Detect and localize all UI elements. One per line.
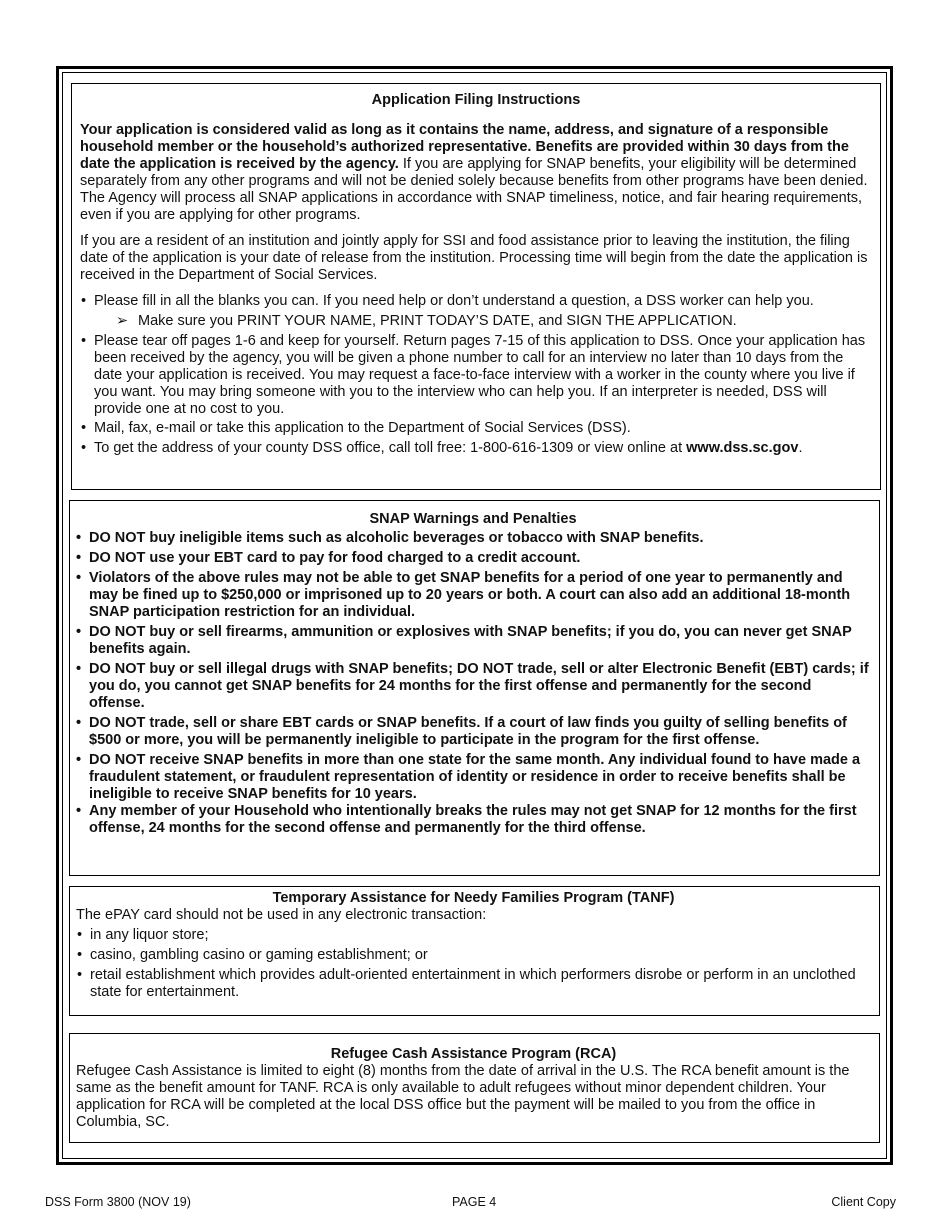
filing-title: Application Filing Instructions [371,92,581,108]
tanf-item: • casino, gambling casino or gaming establishment; or [76,947,871,964]
filing-para-1-bold: Your application is considered valid as long as it contains the name, address, and signature of a responsible household member or the household’s authorized representative. Benefits are provided within 30 days from the date the application is received by the agency. [80,122,849,172]
filing-sub-bullet: ➢ Make sure you PRINT YOUR NAME, PRINT TODAY’S DATE, and SIGN THE APPLICATION. [80,313,872,330]
filing-bullet-3: • Mail, fax, e-mail or take this application to the Department of Social Services (DSS). [80,420,872,437]
tanf-item: • retail establishment which provides adult-oriented entertainment in which performers disrobe or perform in an unclothed state for entertainment. [76,967,871,1001]
snap-item: • DO NOT use your EBT card to pay for food charged to a credit account. [75,550,871,567]
snap-item: • DO NOT buy or sell firearms, ammunition or explosives with SNAP benefits; if you do, you can never get SNAP benefits again. [75,624,871,658]
dss-website-link[interactable]: www.dss.sc.gov [686,440,799,456]
filing-bullet-2: • Please tear off pages 1-6 and keep for yourself. Return pages 7-15 of this application to DSS. Once your application has been received by the agency, you will be given a phone number to call for an interview no later than 10 days from the date your application is received. You may request a face-to-face interview with a worker in the county where you live if you want. You may bring someone with you to the interview who can help you. If an interpreter is needed, DSS will provide one at no cost to you. [80,333,872,418]
filing-instructions-section [71,83,881,490]
filing-bullet-4-text: To get the address of your county DSS office, call toll free: 1-800-616-1309 or view online at [94,440,687,456]
tanf-intro: The ePAY card should not be used in any electronic transaction: [76,907,487,923]
snap-item: • Violators of the above rules may not be able to get SNAP benefits for a period of one year to permanently and may be fined up to $250,000 or imprisoned up to 20 years or both. A court can also add an additional 18-month SNAP participation restriction for an individual. [75,570,871,621]
snap-item: • DO NOT buy ineligible items such as alcoholic beverages or tobacco with SNAP benefits. [75,530,871,547]
tanf-section [69,886,880,1016]
rca-section [69,1033,880,1143]
rca-text: Refugee Cash Assistance is limited to eight (8) months from the date of arrival in the U.S. The RCA benefit amount is the same as the benefit amount for TANF. RCA is only available to adult refugees without minor dependent children. Your application for RCA will be completed at the local DSS office but the payment will be mailed to you from the office in Columbia, SC. [76,1063,850,1130]
tanf-item: • in any liquor store; [76,927,871,944]
rca-title: Refugee Cash Assistance Program (RCA) [330,1046,617,1062]
filing-bullets [80,293,872,457]
filing-para-1-rest: If you are applying for SNAP benefits, your eligibility will be determined separately from any other programs and will not be denied solely because benefits from other programs have been denied. The Agency will process all SNAP applications in accordance with SNAP timeliness, notice, and fair hearing requirements, even if you are applying for other programs. [80,156,868,223]
snap-item: • DO NOT receive SNAP benefits in more than one state for the same month. Any individual found to have made a fraudulent statement, or fraudulent representation of identity or residence in order to receive benefits shall be ineligible to receive SNAP benefits for 10 years. [75,752,871,803]
snap-list [75,530,871,837]
snap-item: • Any member of your Household who intentionally breaks the rules may not get SNAP for 12 months for the first offense, 24 months for the second offense and permanently for the third offense. [75,803,871,837]
snap-title: SNAP Warnings and Penalties [369,511,577,527]
snap-item: • DO NOT trade, sell or share EBT cards or SNAP benefits. If a court of law finds you guilty of selling benefits of $500 or more, you will be permanently ineligible to participate in the program for the first offense. [75,715,871,749]
tanf-list [76,927,871,1001]
footer-copy-label: Client Copy [831,1195,896,1209]
footer-page-number: PAGE 4 [452,1195,497,1209]
filing-para-1 [80,122,872,224]
snap-warnings-section [69,500,880,876]
filing-bullet-4 [80,440,872,457]
footer-form-number: DSS Form 3800 (NOV 19) [45,1195,191,1209]
tanf-title: Temporary Assistance for Needy Families Program (TANF) [272,890,675,906]
snap-item: • DO NOT buy or sell illegal drugs with SNAP benefits; DO NOT trade, sell or alter Electronic Benefit (EBT) cards; if you do, you cannot get SNAP benefits for 24 months for the first offense and permanently for the second offense. [75,661,871,712]
filing-para-2: If you are a resident of an institution and jointly apply for SSI and food assistance prior to leaving the institution, the filing date of the application is your date of release from the institution. Processing time will begin from the date the application is received in the Department of Social Services. [80,233,868,283]
filing-bullet-1: • Please fill in all the blanks you can. If you need help or don’t understand a question, a DSS worker can help you. [80,293,872,310]
filing-bullet-4-end: . [798,440,803,456]
